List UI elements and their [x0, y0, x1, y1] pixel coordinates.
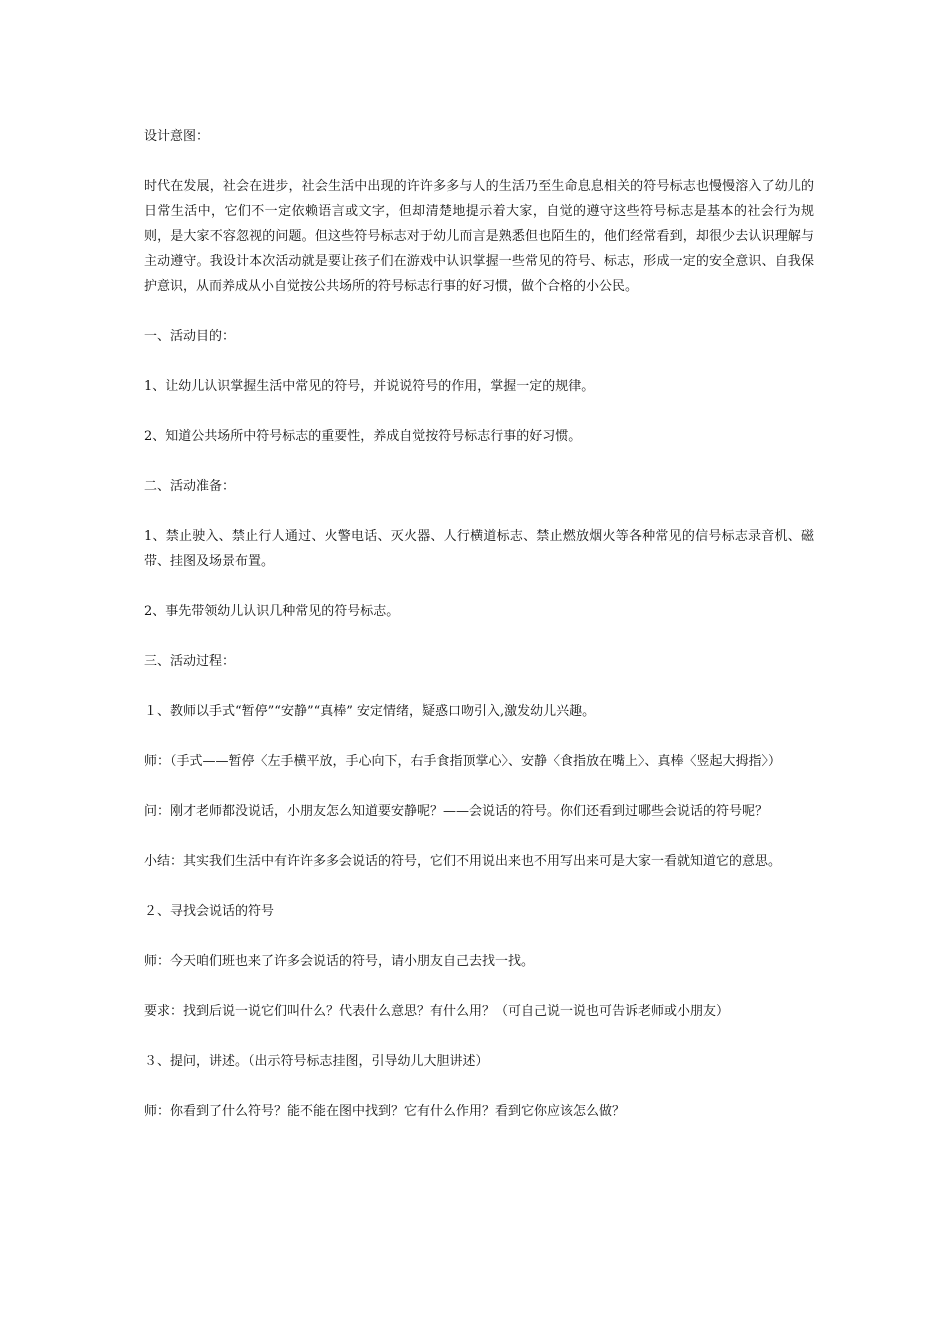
goal-item-1: 1、让幼儿认识掌握生活中常见的符号，并说说符号的作用，掌握一定的规律。 [144, 379, 595, 394]
teacher-find-paragraph: 师：今天咱们班也来了许多会说话的符号，请小朋友自己去找一找。 [144, 954, 535, 969]
document-body [144, 124, 814, 1149]
heading-activity-prep: 二、活动准备： [144, 479, 236, 494]
heading-activity-goals: 一、活动目的： [144, 329, 236, 344]
prep-item-2: 2、事先带领幼儿认识几种常见的符号标志。 [144, 604, 400, 619]
teacher-question-paragraph: 师：你看到了什么符号？能不能在图中找到？它有什么作用？看到它你应该怎么做？ [144, 1104, 626, 1119]
process-step-2: ２、寻找会说话的符号 [144, 904, 275, 919]
teacher-gesture-paragraph: 师：（手式——暂停〈左手横平放，手心向下，右手食指顶掌心〉、安静〈食指放在嘴上〉、真棒〈竖起大拇指〉） [144, 754, 782, 769]
summary-paragraph: 小结：其实我们生活中有许许多多会说话的符号，它们不用说出来也不用写出来可是大家一看就知道它的意思。 [144, 854, 782, 869]
question-paragraph: 问：刚才老师都没说话，小朋友怎么知道要安静呢？——会说话的符号。你们还看到过哪些会说话的符号呢？ [144, 804, 769, 819]
paragraph-design-intent: 时代在发展，社会在进步，社会生活中出现的许许多多与人的生活乃至生命息息相关的符号标志也慢慢溶入了幼儿的日常生活中，它们不一定依赖语言或文字，但却清楚地提示着大家，自觉的遵守这些符号标志是基本的社会行为规则，是大家不容忽视的问题。但这些符号标志对于幼儿而言是熟悉但也陌生的，他们经常看到，却很少去认识理解与主动遵守。我设计本次活动就是要让孩子们在游戏中认识掌握一些常见的符号、标志，形成一定的安全意识、自我保护意识，从而养成从小自觉按公共场所的符号标志行事的好习惯，做个合格的小公民。 [144, 179, 814, 294]
prep-item-1: 1、禁止驶入、禁止行人通过、火警电话、灭火器、人行横道标志、禁止燃放烟火等各种常见的信号标志录音机、磁带、挂图及场景布置。 [144, 529, 814, 569]
process-step-3: ３、提问，讲述。（出示符号标志挂图，引导幼儿大胆讲述） [144, 1054, 489, 1069]
requirement-paragraph: 要求：找到后说一说它们叫什么？代表什么意思？有什么用？（可自己说一说也可告诉老师或小朋友） [144, 1004, 730, 1019]
heading-activity-process: 三、活动过程： [144, 654, 236, 669]
process-step-1: １、教师以手式“暂停”“安静”“真棒” 安定情绪，疑惑口吻引入,激发幼儿兴趣。 [144, 704, 596, 719]
goal-item-2: 2、知道公共场所中符号标志的重要性，养成自觉按符号标志行事的好习惯。 [144, 429, 582, 444]
heading-design-intent: 设计意图： [144, 129, 210, 144]
